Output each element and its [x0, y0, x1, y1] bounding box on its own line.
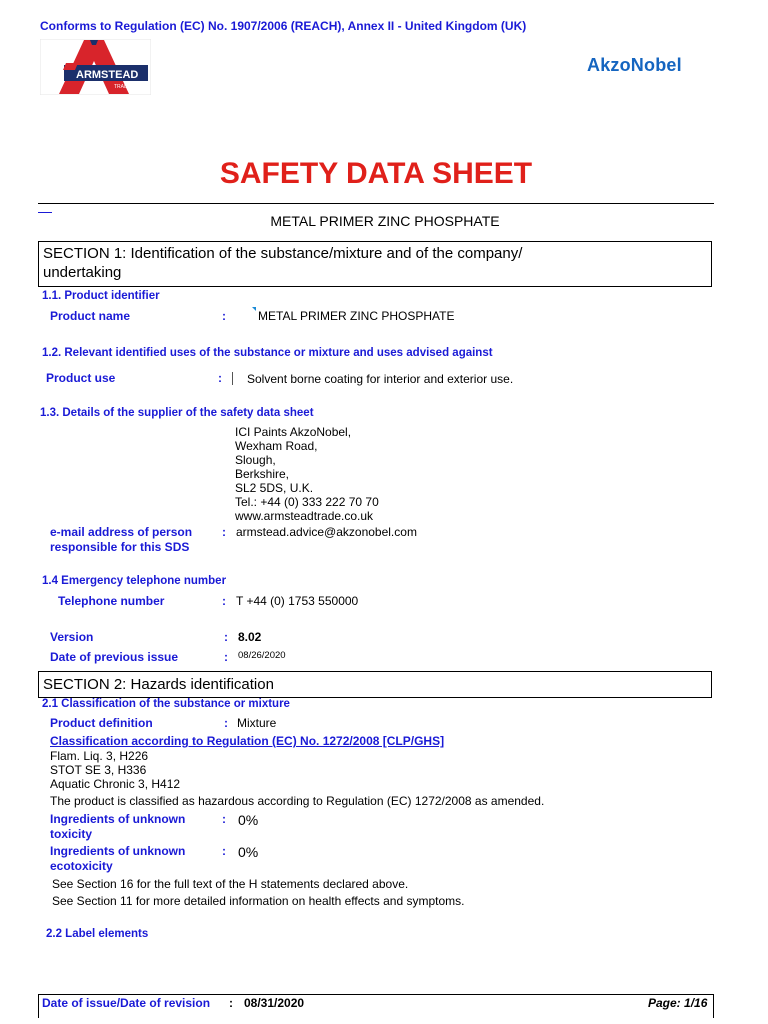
colon: :: [218, 371, 222, 385]
footer-date-label: Date of issue/Date of revision: [42, 996, 211, 1010]
version-label: Version: [50, 630, 94, 644]
page-title: SAFETY DATA SHEET: [219, 157, 533, 190]
previous-issue-label: Date of previous issue: [50, 650, 179, 664]
classification-item: Flam. Liq. 3, H226: [50, 749, 149, 763]
toxicity-label-line2: toxicity: [50, 827, 93, 841]
logo-subtext: TRADE: [114, 84, 131, 90]
page-number: 1/16: [684, 996, 708, 1010]
email-label-line2: responsible for this SDS: [50, 540, 190, 554]
footer-page: [648, 996, 707, 1010]
address-line: SL2 5DS, U.K.: [235, 481, 314, 495]
classification-link[interactable]: Classification according to Regulation (EC) No. 1272/2008 [CLP/GHS]: [50, 734, 445, 748]
address-line: www.armsteadtrade.co.uk: [235, 509, 374, 523]
page-label: Page:: [648, 996, 681, 1010]
colon: :: [222, 309, 226, 323]
section2-heading: SECTION 2: Hazards identification: [38, 671, 712, 698]
colon: :: [222, 594, 226, 608]
section1-heading: [38, 241, 712, 287]
product-subtitle: METAL PRIMER ZINC PHOSPHATE: [270, 213, 500, 229]
note-section11: See Section 11 for more detailed information on health effects and symptoms.: [52, 894, 465, 908]
email-value[interactable]: armstead.advice@akzonobel.com: [236, 525, 417, 539]
classification-note: The product is classified as hazardous according to Regulation (EC) 1272/2008 as amended.: [50, 794, 545, 808]
note-section16: See Section 16 for the full text of the H statements declared above.: [52, 877, 409, 891]
ecotoxicity-label: [50, 844, 185, 874]
footer-date-value: 08/31/2020: [244, 996, 305, 1010]
classification-list: [50, 749, 180, 791]
text-cursor-mark: [232, 372, 233, 385]
previous-issue-value: 08/26/2020: [238, 650, 286, 661]
ecotoxicity-label-line2: ecotoxicity: [50, 859, 113, 873]
address-line: Slough,: [235, 453, 276, 467]
supplier-address: [235, 425, 379, 523]
colon: :: [224, 630, 228, 644]
colon: :: [224, 716, 228, 730]
section1-heading-line1: SECTION 1: Identification of the substance/mixture and of the company/: [43, 245, 523, 262]
colon: :: [222, 525, 226, 539]
telephone-value: T +44 (0) 1753 550000: [236, 594, 359, 608]
email-label: [50, 525, 192, 555]
armstead-logo: [40, 39, 151, 95]
product-use-value: Solvent borne coating for interior and exterior use.: [247, 372, 514, 386]
regulation-header: Conforms to Regulation (EC) No. 1907/2006 (REACH), Annex II - United Kingdom (UK): [40, 19, 527, 33]
address-line: Wexham Road,: [235, 439, 318, 453]
toxicity-label: [50, 812, 185, 842]
product-name-value: METAL PRIMER ZINC PHOSPHATE: [258, 309, 455, 323]
product-use-label: Product use: [46, 371, 116, 385]
ecotoxicity-value: 0%: [238, 844, 259, 860]
product-definition-label: Product definition: [50, 716, 153, 730]
colon: :: [224, 650, 228, 664]
colon: :: [222, 812, 226, 826]
email-label-line1: e-mail address of person: [50, 525, 193, 539]
section1-heading-line2: undertaking: [43, 264, 122, 281]
marker-icon: [252, 307, 256, 311]
footer-colon: :: [229, 996, 233, 1010]
product-definition-value: Mixture: [237, 716, 277, 730]
akzonobel-logo: AkzoNobel: [587, 55, 682, 75]
subsection-2-1: 2.1 Classification of the substance or mixture: [42, 698, 290, 710]
product-name-label: Product name: [50, 309, 131, 323]
title-divider: [38, 203, 714, 204]
classification-item: Aquatic Chronic 3, H412: [50, 777, 181, 791]
toxicity-label-line1: Ingredients of unknown: [50, 812, 186, 826]
telephone-label: Telephone number: [58, 594, 165, 608]
version-value: 8.02: [238, 630, 262, 644]
subsection-1-3: 1.3. Details of the supplier of the safety data sheet: [40, 407, 314, 419]
subsection-2-2: 2.2 Label elements: [46, 928, 149, 940]
subsection-1-2: 1.2. Relevant identified uses of the substance or mixture and uses advised against: [42, 347, 493, 359]
toxicity-value: 0%: [238, 812, 259, 828]
colon: :: [222, 844, 226, 858]
address-line: Tel.: +44 (0) 333 222 70 70: [235, 495, 379, 509]
ecotoxicity-label-line1: Ingredients of unknown: [50, 844, 186, 858]
subsection-1-4: 1.4 Emergency telephone number: [42, 575, 227, 587]
logo-wordmark: ARMSTEAD: [76, 69, 139, 81]
classification-item: STOT SE 3, H336: [50, 763, 147, 777]
address-line: Berkshire,: [235, 467, 290, 481]
subsection-1-1: 1.1. Product identifier: [42, 290, 160, 302]
address-line: ICI Paints AkzoNobel,: [235, 425, 352, 439]
